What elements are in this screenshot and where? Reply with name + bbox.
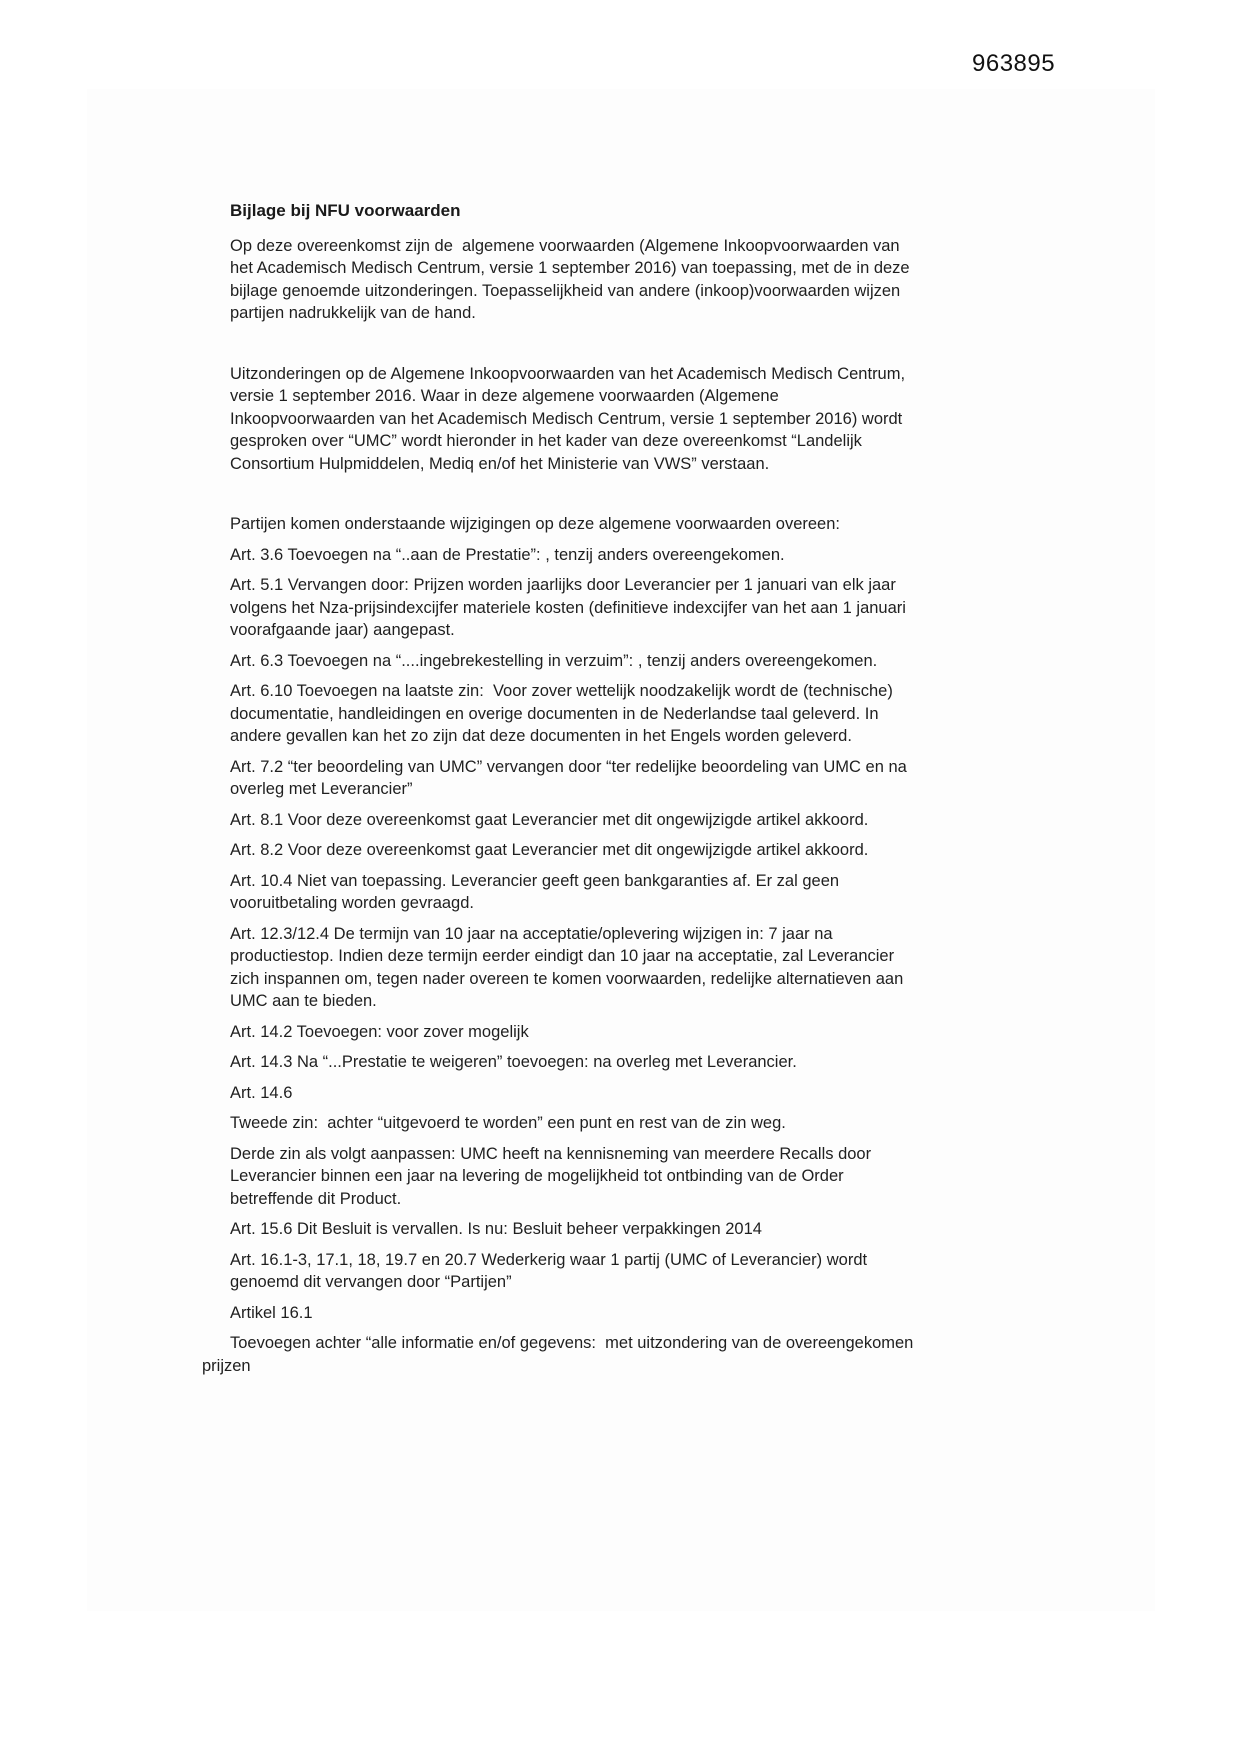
paragraph: Art. 6.10 Toevoegen na laatste zin: Voor zover wettelijk noodzakelijk wordt de (technische) documentatie, handleidingen en overige documenten in de Nederlandse taal geleverd. In andere gevallen kan het zo zijn dat deze documenten in het Engels worden geleverd. [230,682,898,745]
paragraph: Art. 14.3 Na “...Prestatie te weigeren” toevoegen: na overleg met Leverancier. [230,1053,797,1071]
paragraph: Art. 7.2 “ter beoordeling van UMC” vervangen door “ter redelijke beoordeling van UMC en na overleg met Leverancier” [230,757,912,798]
paragraph: Art. 12.3/12.4 De termijn van 10 jaar na acceptatie/oplevering wijzigen in: 7 jaar na productiestop. Indien deze termijn eerder eindigt dan 10 jaar na acceptatie, zal Leverancier zich inspannen om, tegen nader overeen te komen voorwaarden, redelijke alternatieven aan UMC aan te bieden. [230,924,908,1010]
paragraph: Tweede zin: achter “uitgevoerd te worden” een punt en rest van de zin weg. [230,1114,786,1132]
document-title: Bijlage bij NFU voorwaarden [230,201,461,220]
paragraph-list [202,235,920,1378]
paragraph: Art. 8.2 Voor deze overeenkomst gaat Leverancier met dit ongewijzigde artikel akkoord. [230,841,869,859]
paragraph: Art. 6.3 Toevoegen na “....ingebrekestelling in verzuim”: , tenzij anders overeengekomen. [230,651,878,670]
paragraph: Art. 15.6 Dit Besluit is vervallen. Is nu: Besluit beheer verpakkingen 2014 [230,1220,762,1238]
paragraph: Art. 14.2 Toevoegen: voor zover mogelijk [230,1022,529,1041]
paragraph: Art. 8.1 Voor deze overeenkomst gaat Leverancier met dit ongewijzigde artikel akkoord. [230,810,869,829]
paragraph: Art. 14.6 [230,1083,293,1102]
paragraph: Partijen komen onderstaande wijzigingen op deze algemene voorwaarden overeen: [230,515,840,533]
paragraph: Uitzonderingen op de Algemene Inkoopvoorwaarden van het Academisch Medisch Centrum, versie 1 september 2016. Waar in deze algemene voorwaarden (Algemene Inkoopvoorwaarden van het Academisch Medisch Centrum, versie 1 september 2016) wordt gesproken over “UMC” wordt hieronder in het kader van deze overeenkomst “Landelijk Consortium Hulpmiddelen, Mediq en/of het Ministerie van VWS” verstaan. [230,364,910,473]
paragraph: Artikel 16.1 [230,1303,313,1322]
paragraph: Art. 5.1 Vervangen door: Prijzen worden jaarlijks door Leverancier per 1 januari van elk jaar volgens het Nza-prijsindexcijfer materiele kosten (definitieve indexcijfer van het aan 1 januari voorafgaande jaar) aangepast. [230,576,911,639]
document-body [202,200,920,1385]
paragraph: Op deze overeenkomst zijn de algemene voorwaarden (Algemene Inkoopvoorwaarden van het Academisch Medisch Centrum, versie 1 september 2016) van toepassing, met de in deze bijlage genoemde uitzonderingen. Toepasselijkheid van andere (inkoop)voorwaarden wijzen partijen nadrukkelijk van de hand. [230,236,915,322]
paragraph: Toevoegen achter “alle informatie en/of gegevens: met uitzondering van de overeengekomen prijzen [202,1334,918,1375]
document-number: 963895 [972,50,1056,77]
paragraph: Art. 3.6 Toevoegen na “..aan de Prestatie”: , tenzij anders overeengekomen. [230,545,785,564]
paragraph: Derde zin als volgt aanpassen: UMC heeft na kennisneming van meerdere Recalls door Leverancier binnen een jaar na levering de mogelijkheid tot ontbinding van de Order betreffende dit Product. [230,1144,876,1208]
paragraph: Art. 10.4 Niet van toepassing. Leverancier geeft geen bankgaranties af. Er zal geen vooruitbetaling worden gevraagd. [230,871,844,912]
paragraph: Art. 16.1-3, 17.1, 18, 19.7 en 20.7 Wederkerig waar 1 partij (UMC of Leverancier) wordt genoemd dit vervangen door “Partijen” [230,1250,872,1291]
